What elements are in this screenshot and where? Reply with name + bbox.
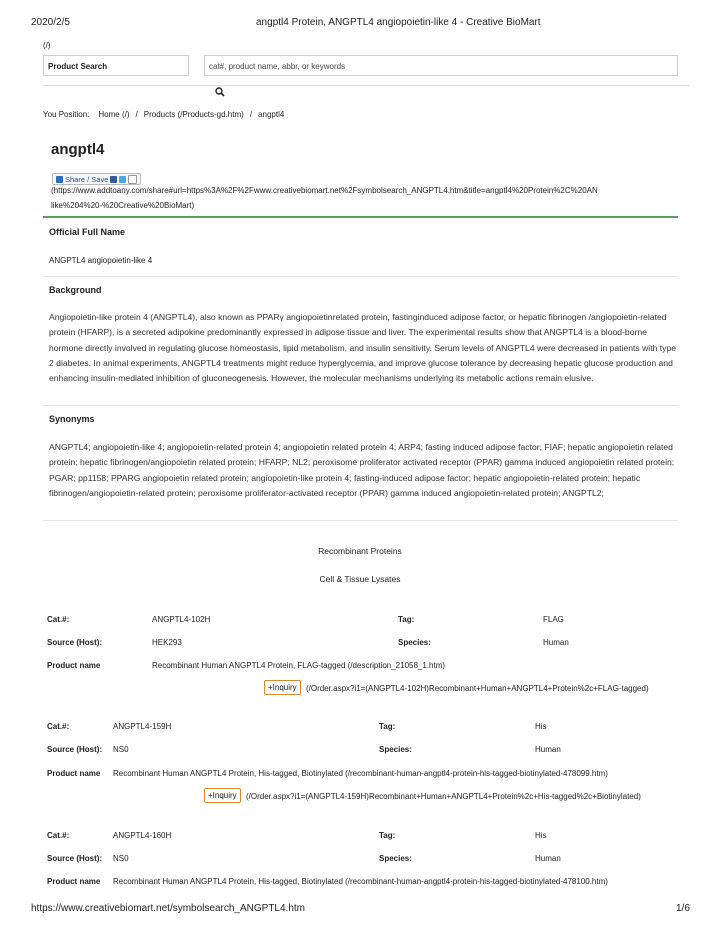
cat-label: Cat.#: [47, 831, 70, 840]
species-label: Species: [379, 745, 412, 754]
print-page-number: 1/6 [676, 903, 690, 914]
product-name-label: Product name [47, 769, 101, 778]
magnifier-icon[interactable] [215, 84, 225, 102]
cat-label: Cat.#: [47, 722, 70, 731]
source-label: Source (Host): [47, 854, 103, 863]
product-name-link[interactable]: Recombinant Human ANGPTL4 Protein, His-tagged, Biotinylated (/recombinant-human-angptl4-protein-his-tagged-biotinylated-478099.htm) [113, 769, 608, 778]
product-name-label: Product name [47, 661, 101, 670]
product-name-link[interactable]: Recombinant Human ANGPTL4 Protein, His-tagged, Biotinylated (/recombinant-human-angptl4-protein-his-tagged-biotinylated-478100.htm) [113, 877, 608, 886]
source-label: Source (Host): [47, 745, 103, 754]
tag-label: Tag: [379, 831, 396, 840]
order-link[interactable]: (/Order.aspx?i1=(ANGPTL4-102H)Recombinant+Human+ANGPTL4+Protein%2c+FLAG-tagged) [306, 684, 649, 693]
order-link[interactable]: (/Order.aspx?i1=(ANGPTL4-159H)Recombinant+Human+ANGPTL4+Protein%2c+His-tagged%2c+Biotinylated) [246, 792, 641, 801]
share-button[interactable] [52, 173, 141, 185]
tab-cell-tissue-lysates[interactable]: Cell & Tissue Lysates [319, 574, 401, 584]
cat-value: ANGPTL4-160H [113, 831, 172, 840]
tag-label: Tag: [398, 615, 415, 624]
page-title: angptl4 [51, 141, 105, 158]
plus-icon [56, 176, 63, 183]
home-link[interactable]: (/) [43, 41, 51, 50]
breadcrumb-products[interactable]: Products (/Products-gd.htm) [143, 110, 244, 119]
background-text: Angiopoietin-like protein 4 (ANGPTL4), also known as PPARγ angiopoietinrelated protein, fastinginduced adipose factor, or hepatic fibrinogen /angiopoietin-related protein (HFARP), is a secreted adipokine predominantly expressed in adipose tissue and liver. The experimental results show that ANGPTL4 is a blood-borne hormone directly involved in regulating glucose homeostasis, lipid metabolism, and insulin sensitivity. Serum levels of ANGPTL4 were decreased in patients with type 2 diabetes. In animal experiments, ANGPTL4 treatments might reduce hyperglycemia, and improve glucose tolerance by decreasing hepatic glucose production and enhancing insulin-mediated inhibition of gluconeogenesis. However, the molecular mechanisms underlying its metabolic actions remain elusive. [49, 312, 677, 384]
twitter-icon [119, 176, 126, 183]
product-name-label: Product name [47, 877, 101, 886]
search-input[interactable]: cat#, product name, abbr, or keywords [204, 55, 678, 76]
species-value: Human [543, 638, 569, 647]
share-url-line1[interactable]: (https://www.addtoany.com/share#url=https%3A%2F%2Fwww.creativebiomart.net%2Fsymbolsearch_ANGPTL4.htm&title=angptl4%20Protein%2C%20AN [51, 186, 598, 195]
tag-value: His [535, 722, 547, 731]
share-arrow-icon [128, 175, 137, 184]
tab-recombinant-proteins[interactable]: Recombinant Proteins [318, 546, 402, 556]
tag-value: His [535, 831, 547, 840]
product-name-link[interactable]: Recombinant Human ANGPTL4 Protein, FLAG-tagged (/description_21058_1.htm) [152, 661, 446, 670]
print-date: 2020/2/5 [31, 17, 70, 28]
source-label: Source (Host): [47, 638, 103, 647]
synonyms-text: ANGPTL4; angiopoietin-like 4; angiopoietin-related protein 4; angiopoietin related protein 4; ARP4; fasting induced adipose factor; FIAF; hepatic angiopoietin related protein; hepatic fibrinogen/angiopoietin related protein; HFARP; NL2; peroxisome proliferator activated receptor (PPAR) gamma induced angiopoietin related protein; PGAR; pp1158; PPARG angiopoietin related protein; angiopoietin-like protein 4; fasting-induced adipose factor; hepatic angiopoietin-related protein; hepatic fibrinogen/angiopoietin-related protein; peroxisome proliferator-activated receptor (PPAR) gamma induced angiopoietin-related protein; ANGPTL2; [49, 442, 675, 498]
breadcrumb-home[interactable]: Home (/) [98, 110, 130, 119]
official-name-heading: Official Full Name [49, 227, 126, 237]
tag-label: Tag: [379, 722, 396, 731]
inquiry-button[interactable]: +Inquiry [204, 788, 241, 803]
share-url-line2[interactable]: like%204%20-%20Creative%20BioMart) [51, 201, 195, 210]
synonyms-heading: Synonyms [49, 414, 95, 424]
print-title: angptl4 Protein, ANGPTL4 angiopoietin-like 4 - Creative BioMart [256, 17, 541, 28]
source-value: NS0 [113, 745, 129, 754]
tag-value: FLAG [543, 615, 564, 624]
breadcrumb-current: angptl4 [258, 110, 285, 119]
species-label: Species: [379, 854, 412, 863]
inquiry-button[interactable]: +Inquiry [264, 680, 301, 695]
breadcrumb [43, 110, 284, 119]
cat-value: ANGPTL4-102H [152, 615, 211, 624]
species-value: Human [535, 745, 561, 754]
source-value: HEK293 [152, 638, 182, 647]
official-name-value: ANGPTL4 angiopoietin-like 4 [49, 256, 153, 265]
breadcrumb-sep: / [249, 110, 253, 119]
breadcrumb-prefix: You Position: [43, 110, 90, 119]
breadcrumb-sep: / [135, 110, 138, 119]
species-label: Species: [398, 638, 431, 647]
cat-label: Cat.#: [47, 615, 70, 624]
cat-value: ANGPTL4-159H [113, 722, 172, 731]
print-url: https://www.creativebiomart.net/symbolsearch_ANGPTL4.htm [31, 903, 305, 914]
facebook-icon [110, 176, 117, 183]
source-value: NS0 [113, 854, 129, 863]
species-value: Human [535, 854, 561, 863]
share-label: Share / Save [65, 174, 109, 184]
background-heading: Background [49, 285, 102, 295]
product-search-label[interactable]: Product Search [43, 55, 189, 76]
